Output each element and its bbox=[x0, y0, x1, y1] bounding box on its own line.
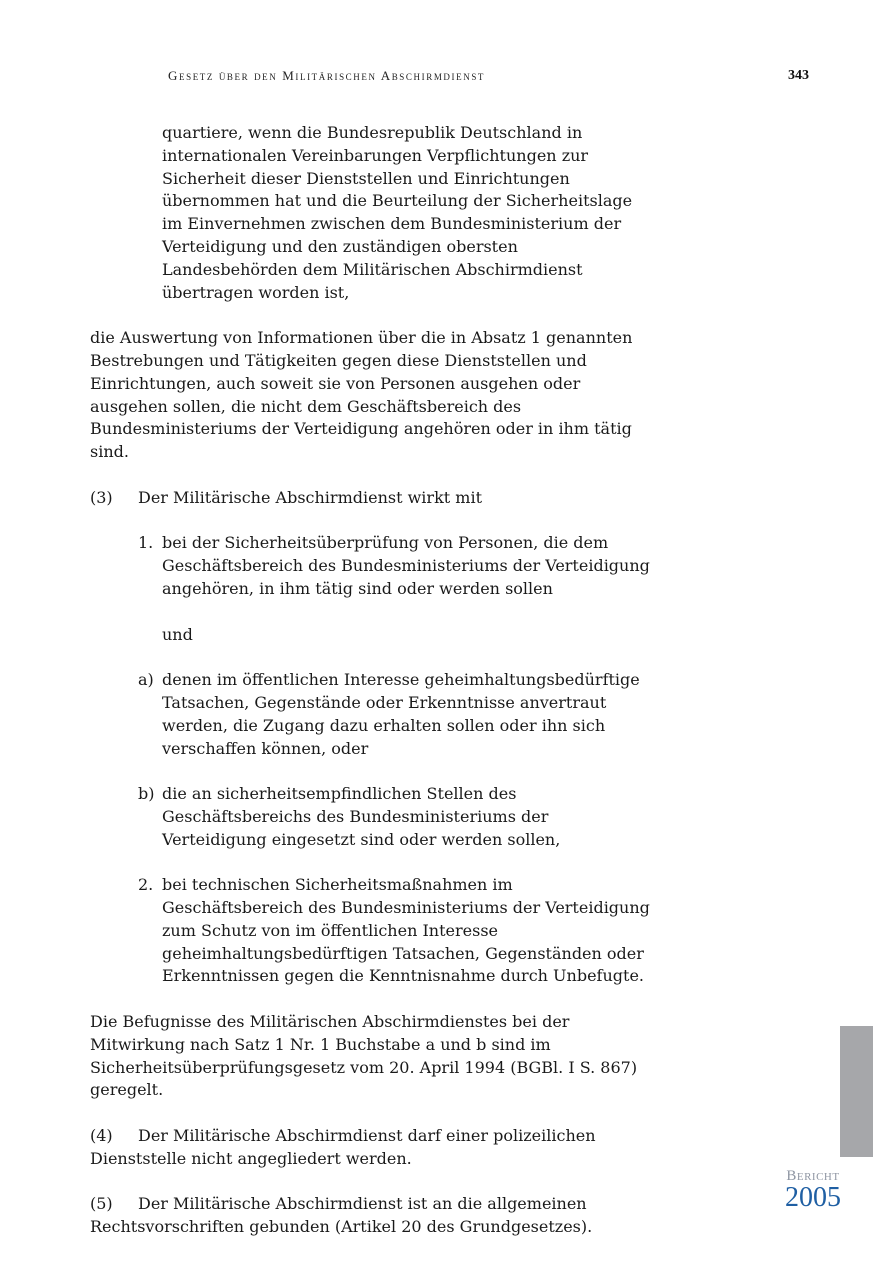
page-number: 343 bbox=[788, 68, 809, 83]
side-tab-marker bbox=[840, 1026, 873, 1157]
bericht-2005-logo bbox=[778, 1168, 848, 1212]
list-item-1-text: bei der Sicherheitsüberprüfung von Personen, die dem Geschäftsbereich des Bundesministeriums der Verteidigung angehören, in ihm tätig sind oder werden sollen bbox=[162, 533, 650, 598]
section-3-text: Der Militärische Abschirmdienst wirkt mit bbox=[138, 487, 482, 507]
section-3 bbox=[90, 487, 650, 510]
list-item-1-number: 1. bbox=[138, 533, 154, 553]
section-5 bbox=[90, 1193, 650, 1239]
logo-word: Bericht bbox=[786, 1168, 840, 1184]
list-item-b bbox=[138, 783, 650, 851]
conjunction-und: und bbox=[162, 624, 193, 644]
list-item-b-text: die an sicherheitsempfindlichen Stellen des Geschäftsbereichs des Bundesministeriums der Verteidigung eingesetzt sind oder werden sollen, bbox=[162, 784, 561, 849]
section-4-number: (4) bbox=[90, 1126, 113, 1146]
continued-paragraph: quartiere, wenn die Bundesrepublik Deutschland in internationalen Vereinbarungen Verpflichtungen zur Sicherheit dieser Dienststellen und Einrichtungen übernommen hat und die Beurteilung der Sicherheitslage im Einvernehmen zwischen dem Bundesministerium der Verteidigung und den zuständigen obersten Landesbehörden dem Militärischen Abschirmdienst übertragen worden ist, bbox=[162, 123, 633, 302]
logo-year: 2005 bbox=[785, 1182, 841, 1213]
section-4 bbox=[90, 1125, 650, 1171]
list-item-2-number: 2. bbox=[138, 875, 154, 895]
list-item-a-text: denen im öffentlichen Interesse geheimhaltungsbedürftige Tatsachen, Gegenstände oder Erkenntnisse anvertraut werden, die Zugang dazu erhalten sollen oder ihn sich verschaffen können, oder bbox=[162, 670, 640, 758]
section-4-text: Der Militärische Abschirmdienst darf einer polizeilichen Dienststelle nicht angegliedert werden. bbox=[90, 1126, 596, 1168]
list-item-1 bbox=[138, 532, 650, 600]
list-item-2-text: bei technischen Sicherheitsmaßnahmen im Geschäftsbereich des Bundesministeriums der Verteidigung zum Schutz von im öffentlichen Interesse geheimhaltungsbedürftigen Tatsachen, Gegenständen oder Erkenntnissen gegen die Kenntnisnahme durch Unbefugte. bbox=[162, 875, 650, 986]
section-5-number: (5) bbox=[90, 1194, 113, 1214]
running-header-title: Gesetz über den Militärischen Abschirmdienst bbox=[168, 68, 486, 83]
list-item-b-letter: b) bbox=[138, 784, 155, 804]
section-5-text: Der Militärische Abschirmdienst ist an die allgemeinen Rechtsvorschriften gebunden (Artikel 20 des Grundgesetzes). bbox=[90, 1194, 593, 1237]
section-3-number: (3) bbox=[90, 487, 113, 507]
list-item-a bbox=[138, 669, 650, 760]
document-body bbox=[90, 122, 650, 1262]
paragraph-befugnisse: Die Befugnisse des Militärischen Abschirmdienstes bei der Mitwirkung nach Satz 1 Nr. 1 Buchstabe a und b sind im Sicherheitsüberprüfungsgesetz vom 20. April 1994 (BGBl. I S. 867) geregelt. bbox=[90, 1012, 638, 1100]
list-item-a-letter: a) bbox=[138, 670, 154, 690]
paragraph-auswertung: die Auswertung von Informationen über die in Absatz 1 genannten Bestrebungen und Tätigkeiten gegen diese Dienststellen und Einrichtungen, auch soweit sie von Personen ausgehen oder ausgehen sollen, die nicht dem Geschäftsbereich des Bundesministeriums der Verteidigung angehören oder in ihm tätig sind. bbox=[90, 328, 633, 462]
list-item-2 bbox=[138, 874, 650, 988]
